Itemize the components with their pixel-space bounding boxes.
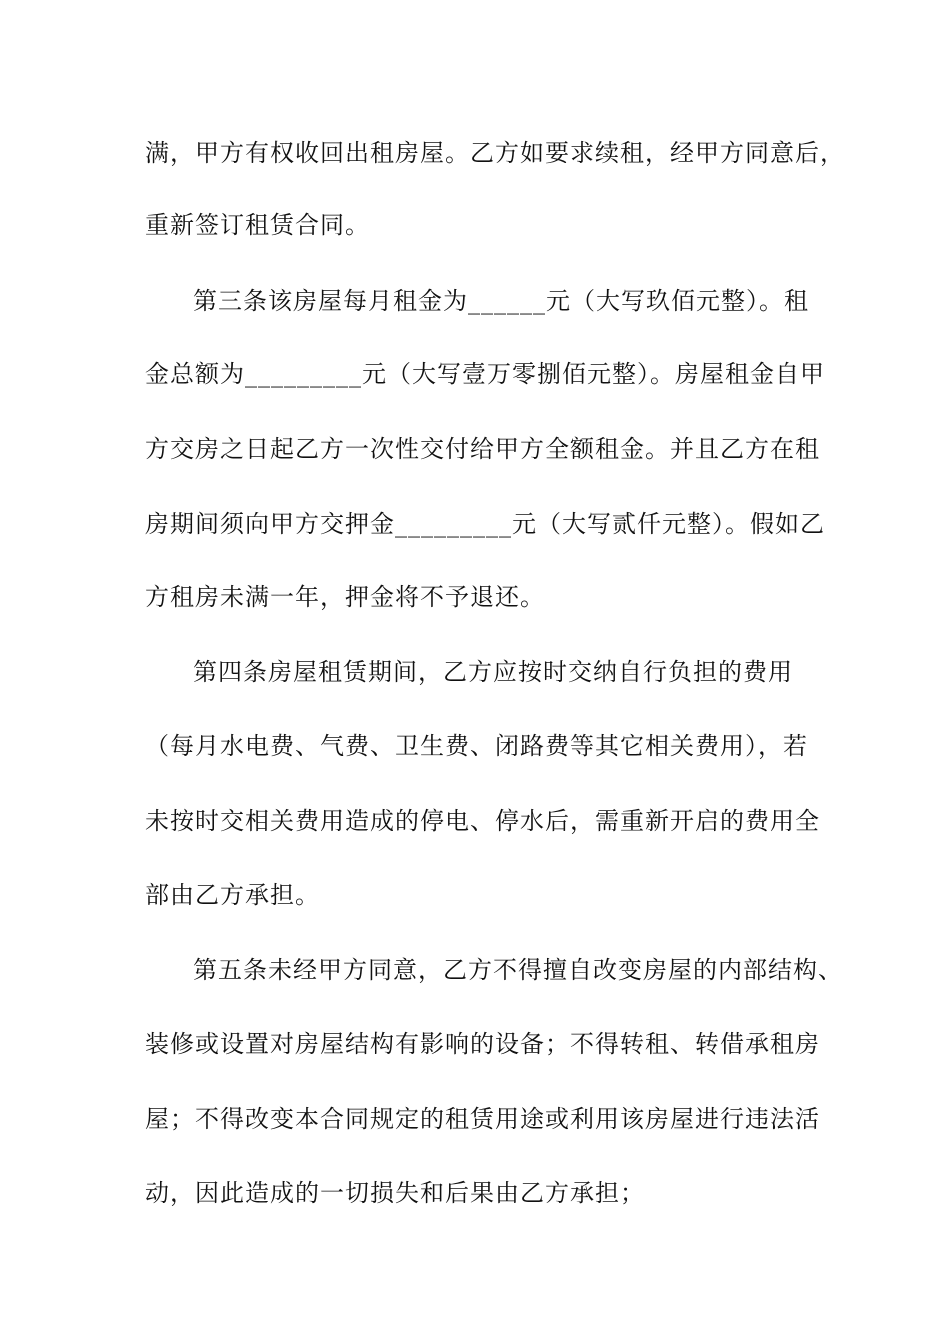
text-line: 重新签订租赁合同。: [145, 211, 370, 239]
text-line: 装修或设置对房屋结构有影响的设备；不得转租、转借承租房: [145, 1030, 820, 1058]
clause-5-start: 第五条未经甲方同意，乙方不得擅自改变房屋的内部结构、: [193, 956, 843, 984]
text-line: 方租房未满一年，押金将不予退还。: [145, 583, 545, 611]
text-line: 金总额为_________元（大写壹万零捌佰元整）。房屋租金自甲: [145, 360, 825, 388]
text-line: （每月水电费、气费、卫生费、闭路费等其它相关费用），若: [145, 732, 808, 760]
text-line: 房期间须向甲方交押金_________元（大写贰仟元整）。假如乙: [145, 510, 825, 538]
text-line: 动，因此造成的一切损失和后果由乙方承担；: [145, 1179, 645, 1207]
text-line: 方交房之日起乙方一次性交付给甲方全额租金。并且乙方在租: [145, 435, 820, 463]
clause-4-start: 第四条房屋租赁期间，乙方应按时交纳自行负担的费用: [193, 658, 793, 686]
clause-3-start: 第三条该房屋每月租金为______元（大写玖佰元整）。租: [193, 287, 809, 315]
text-line: 满，甲方有权收回出租房屋。乙方如要求续租，经甲方同意后，: [145, 139, 845, 167]
text-line: 屋；不得改变本合同规定的租赁用途或利用该房屋进行违法活: [145, 1105, 820, 1133]
text-line: 未按时交相关费用造成的停电、停水后，需重新开启的费用全: [145, 807, 820, 835]
text-line: 部由乙方承担。: [145, 881, 320, 909]
